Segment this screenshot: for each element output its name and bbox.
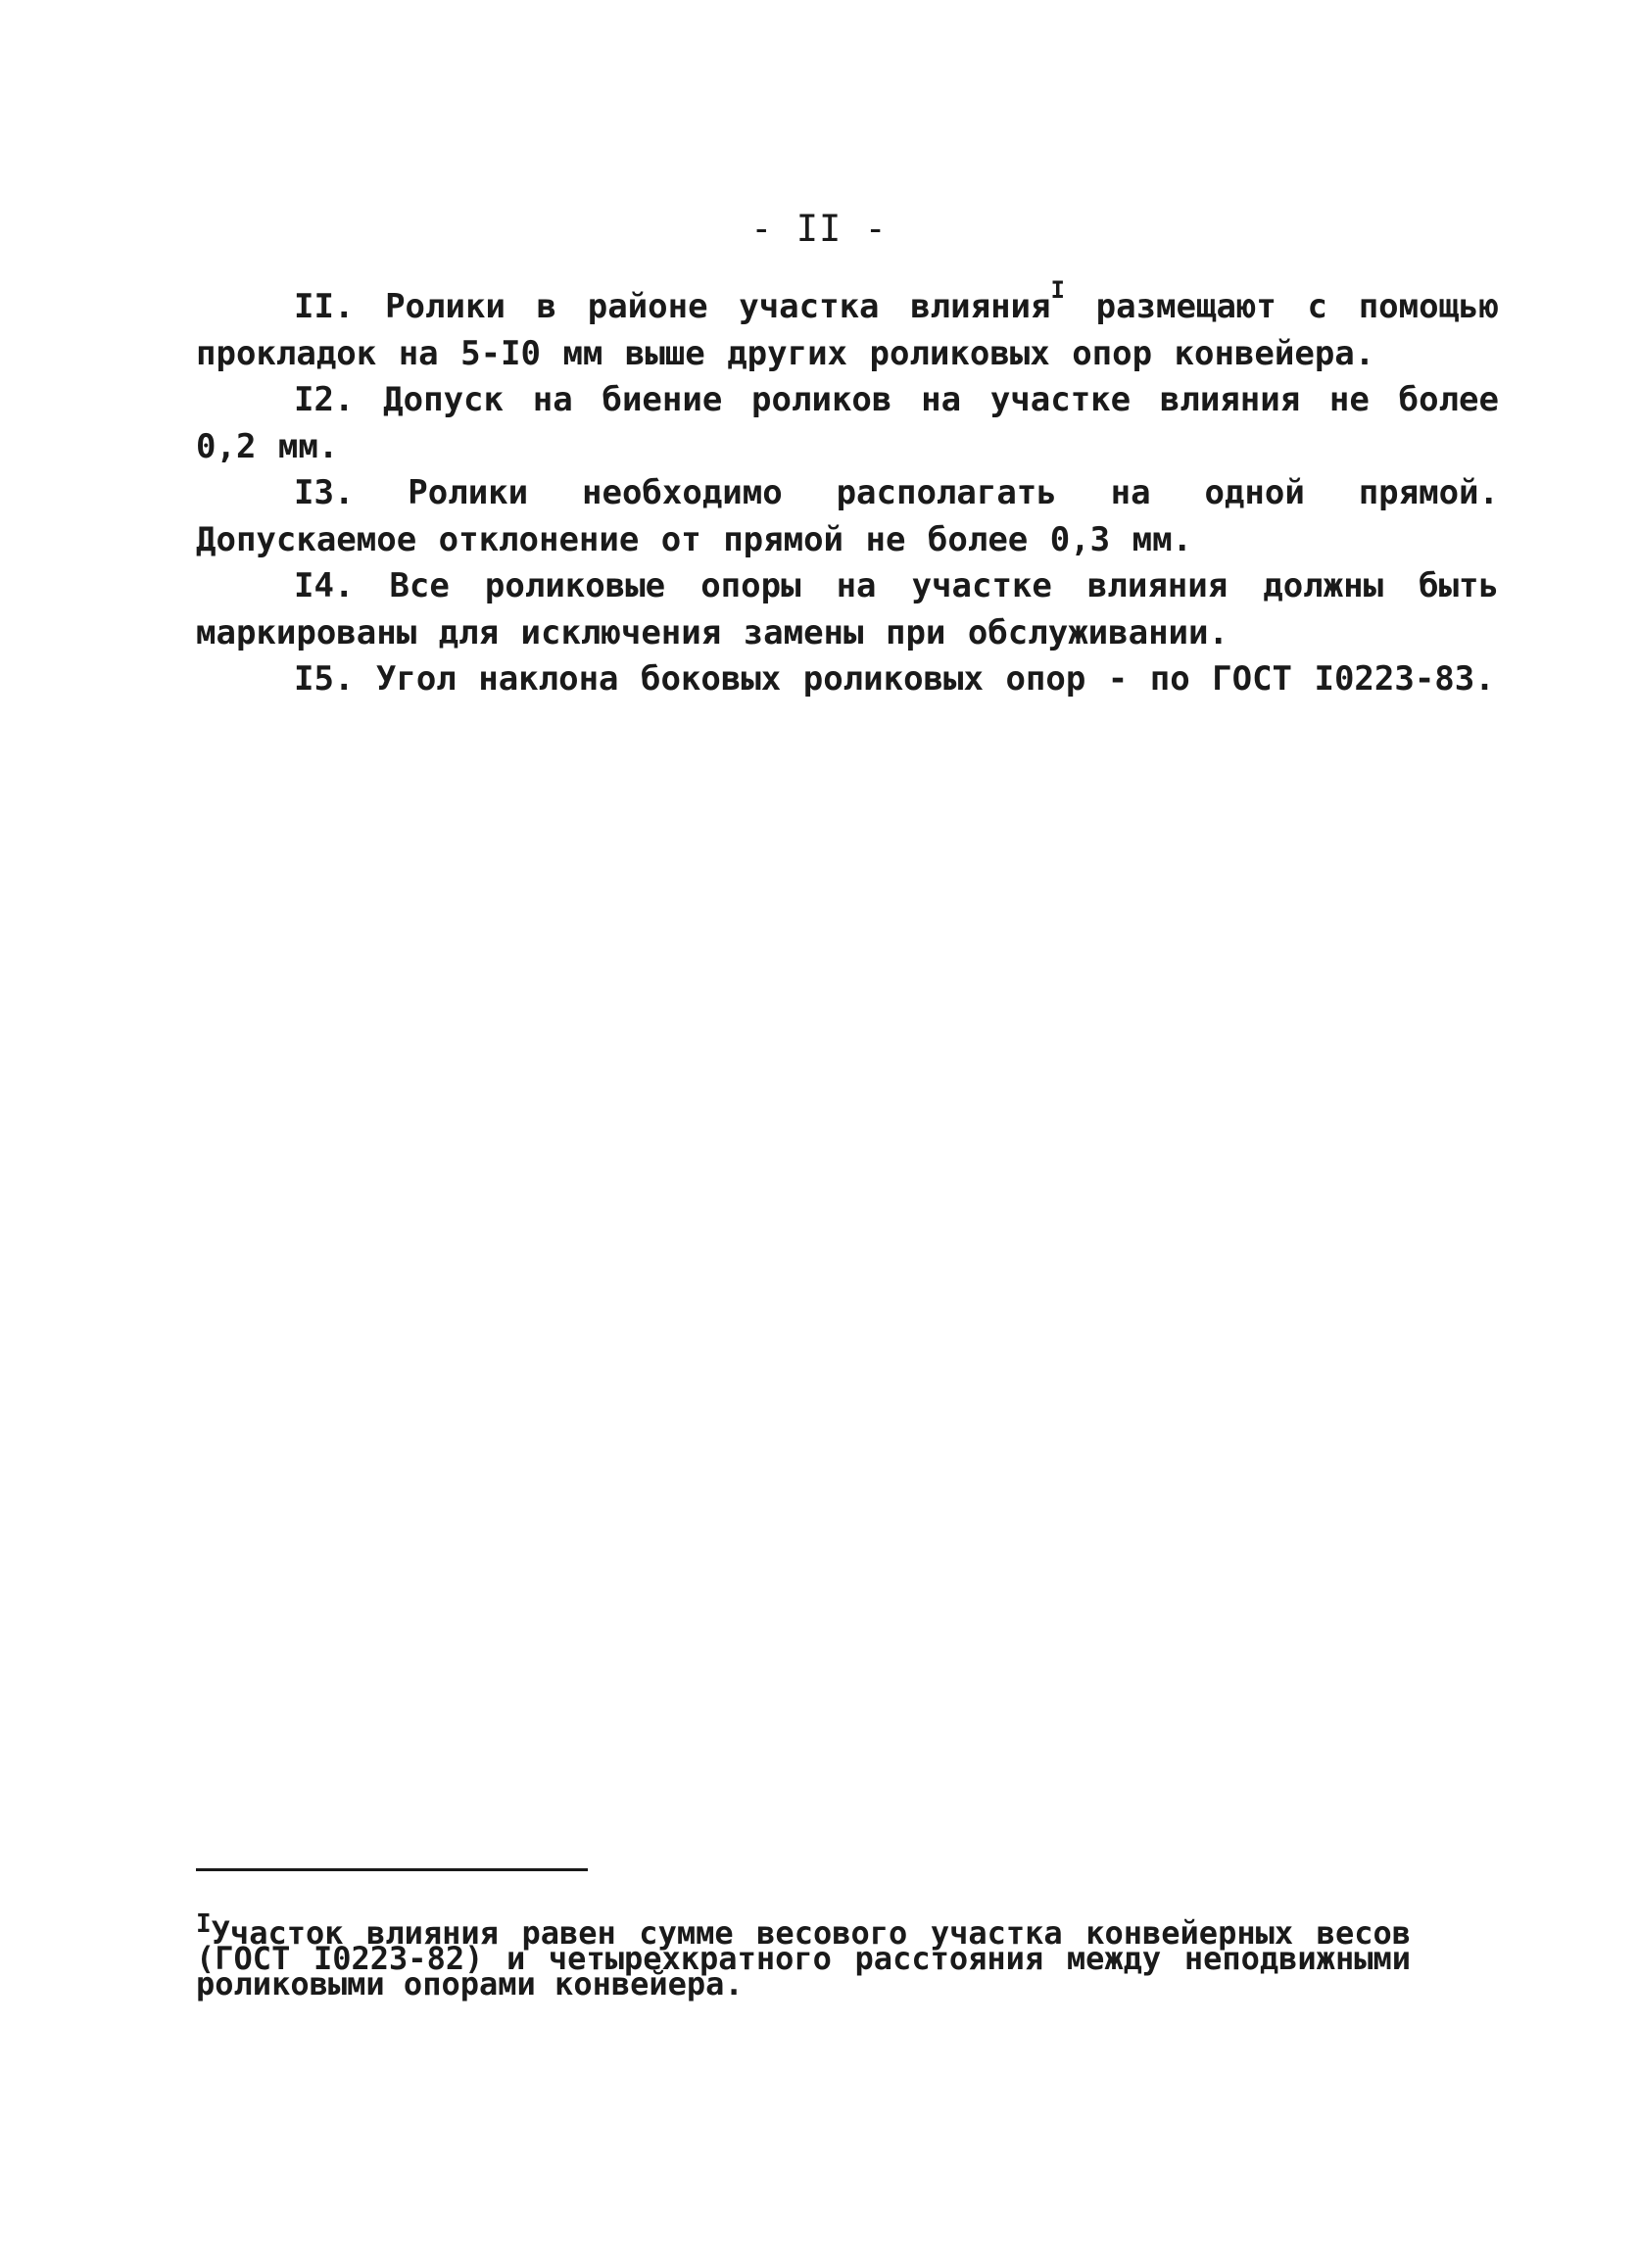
paragraph-11 — [196, 276, 1499, 377]
paragraph-text-continued: размещают с помощью прокладок на 5-I0 мм выше других роликовых опор конвейера. — [196, 287, 1499, 373]
paragraph-15: I5. Угол наклона боковых роликовых опор - по ГОСТ I0223-83. — [294, 659, 1495, 699]
page-number: - II - — [750, 208, 888, 250]
footnote-reference: I — [1050, 276, 1065, 304]
paragraph-text: II. Ролики в районе участка влияния — [294, 287, 1051, 326]
paragraph-14: I4. Все роликовые опоры на участке влияния должны быть маркированы для исключения замены при обслуживании. — [196, 566, 1499, 652]
paragraph-13: I3. Ролики необходимо располагать на одной прямой. Допускаемое отклонение от прямой не более 0,3 мм. — [196, 473, 1499, 559]
paragraph-12: I2. Допуск на биение роликов на участке влияния не более 0,2 мм. — [196, 380, 1499, 466]
footnote-separator — [196, 1868, 588, 1871]
footnote — [196, 1909, 1411, 2003]
document-body — [196, 276, 1499, 703]
footnote-text: Участок влияния равен сумме весового участка конвейерных весов (ГОСТ I0223-82) и четырехкратного расстояния между неподвижными роликовыми опорами конвейера. — [196, 1914, 1411, 2003]
footnote-mark: I — [196, 1909, 212, 1939]
footnote-paragraph — [196, 1909, 1411, 2003]
